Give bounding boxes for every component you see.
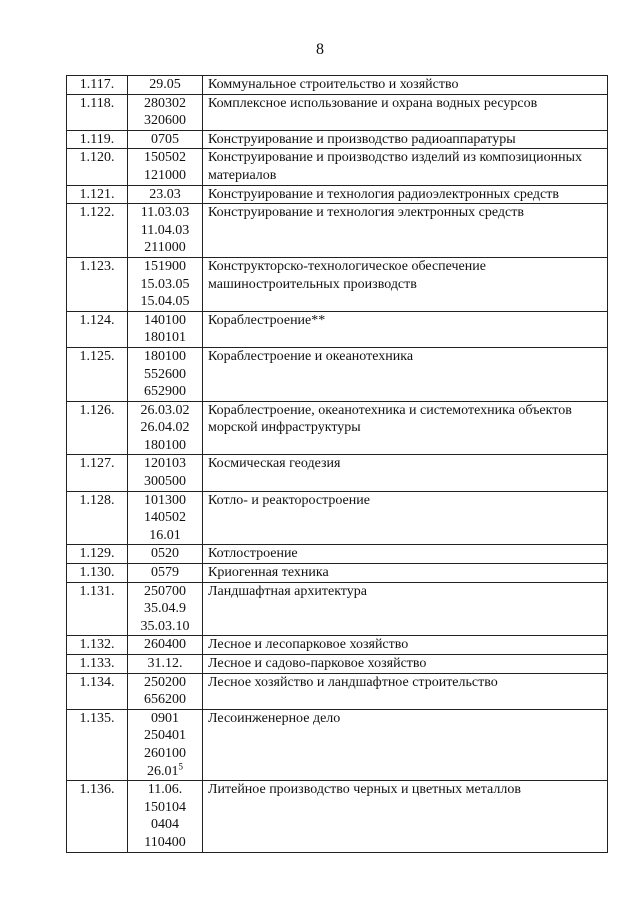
code-cell <box>128 94 203 130</box>
code-value: 26.04.02 <box>140 420 190 436</box>
code-value: 552600 <box>144 366 186 382</box>
row-number-cell: 1.126. <box>67 401 128 455</box>
code-cell <box>128 455 203 491</box>
code-value: 26.03.02 <box>140 402 190 418</box>
table-row <box>67 781 608 852</box>
row-number-cell: 1.125. <box>67 347 128 401</box>
table-row <box>67 582 608 636</box>
table-row <box>67 257 608 311</box>
specialty-name-cell: Ландшафтная архитектура <box>203 582 608 636</box>
specialty-name-cell: Конструирование и технология радиоэлектронных средств <box>203 185 608 204</box>
table-row <box>67 204 608 258</box>
specialty-name-cell: Кораблестроение и океанотехника <box>203 347 608 401</box>
code-value: 29.05 <box>149 77 181 92</box>
code-value: 0404 <box>151 817 179 833</box>
table-row <box>67 491 608 545</box>
code-value: 35.04.9 <box>144 601 186 617</box>
code-cell <box>128 401 203 455</box>
code-value: 320600 <box>144 113 186 129</box>
specialty-name-cell: Лесное и садово-парковое хозяйство <box>203 655 608 674</box>
code-value: 11.04.03 <box>140 222 190 238</box>
code-value: 250700 <box>144 583 186 599</box>
code-value: 15.03.05 <box>140 276 190 292</box>
code-value: 15.04.05 <box>140 294 190 310</box>
code-value: 180101 <box>144 330 186 346</box>
code-value: 26.01$^5$ <box>147 760 183 779</box>
code-value: 180100 <box>144 348 186 364</box>
specialty-name-cell: Криогенная техника <box>203 564 608 583</box>
code-cell <box>128 76 203 95</box>
row-number-cell: 1.131. <box>67 582 128 636</box>
code-cell <box>128 582 203 636</box>
table-row <box>67 149 608 185</box>
code-value: 211000 <box>144 240 186 256</box>
page-number: 8 <box>316 41 324 58</box>
specialty-name-cell: Литейное производство черных и цветных металлов <box>203 781 608 852</box>
table-body <box>67 76 608 853</box>
specialty-name-cell: Конструирование и производство изделий из композиционных материалов <box>203 149 608 185</box>
specialty-name-cell: Лесоинженерное дело <box>203 709 608 780</box>
code-value: 250401 <box>144 728 186 744</box>
specialty-name-cell: Кораблестроение, океанотехника и системотехника объектов морской инфраструктуры <box>203 401 608 455</box>
specialty-name-cell: Комплексное использование и охрана водных ресурсов <box>203 94 608 130</box>
row-number-cell: 1.129. <box>67 545 128 564</box>
code-value: 11.06. <box>147 782 183 798</box>
table-row <box>67 76 608 95</box>
code-value: 180100 <box>144 437 186 453</box>
code-cell <box>128 673 203 709</box>
specialty-name-cell: Коммунальное строительство и хозяйство <box>203 76 608 95</box>
code-value: 150502 <box>144 150 186 166</box>
code-cell <box>128 709 203 780</box>
code-value: 280302 <box>144 95 186 111</box>
code-cell <box>128 564 203 583</box>
code-cell <box>128 311 203 347</box>
table-row <box>67 564 608 583</box>
table-row <box>67 709 608 780</box>
row-number-cell: 1.134. <box>67 673 128 709</box>
code-value: 35.03.10 <box>140 618 190 634</box>
code-value: 260100 <box>144 745 186 761</box>
code-cell <box>128 545 203 564</box>
code-cell <box>128 636 203 655</box>
row-number-cell: 1.133. <box>67 655 128 674</box>
table-row <box>67 455 608 491</box>
table-row <box>67 94 608 130</box>
specialty-name-cell: Котло- и реакторостроение <box>203 491 608 545</box>
code-value: 140502 <box>144 510 186 526</box>
code-value: 23.03 <box>149 186 181 202</box>
specialty-name-cell: Лесное хозяйство и ландшафтное строительство <box>203 673 608 709</box>
code-cell <box>128 257 203 311</box>
row-number-cell: 1.128. <box>67 491 128 545</box>
footnote-marker: 5 <box>178 760 183 771</box>
row-number-cell: 1.121. <box>67 185 128 204</box>
specialties-table <box>66 75 608 853</box>
code-value: 11.03.03 <box>140 205 190 221</box>
table-row <box>67 311 608 347</box>
code-value: 31.12. <box>147 656 183 671</box>
specialty-name-cell: Космическая геодезия <box>203 455 608 491</box>
table-row <box>67 655 608 674</box>
code-value: 0520 <box>151 546 179 562</box>
code-value: 300500 <box>144 474 186 490</box>
code-cell <box>128 149 203 185</box>
code-value: 140100 <box>144 312 186 328</box>
code-value: 151900 <box>144 258 186 274</box>
row-number-cell: 1.132. <box>67 636 128 655</box>
code-cell <box>128 781 203 852</box>
table-row <box>67 185 608 204</box>
row-number-cell: 1.118. <box>67 94 128 130</box>
row-number-cell: 1.127. <box>67 455 128 491</box>
code-value: 101300 <box>144 492 186 508</box>
code-cell <box>128 655 203 674</box>
code-value: 260400 <box>144 637 186 653</box>
row-number-cell: 1.120. <box>67 149 128 185</box>
specialty-name-cell: Конструирование и производство радиоаппаратуры <box>203 130 608 149</box>
code-value: 652900 <box>144 384 186 400</box>
table-row <box>67 401 608 455</box>
code-value: 250200 <box>144 674 186 690</box>
code-value: 0579 <box>151 565 179 581</box>
code-value: 110400 <box>144 834 186 850</box>
specialty-name-cell: Конструкторско-технологическое обеспечение машиностроительных производств <box>203 257 608 311</box>
specialty-name-cell: Котлостроение <box>203 545 608 564</box>
code-cell <box>128 347 203 401</box>
code-value: 150104 <box>144 799 186 815</box>
row-number-cell: 1.123. <box>67 257 128 311</box>
specialty-name-cell: Кораблестроение** <box>203 311 608 347</box>
code-value: 0705 <box>151 131 179 147</box>
code-cell <box>128 204 203 258</box>
code-value: 121000 <box>144 167 186 183</box>
table-row <box>67 347 608 401</box>
code-cell <box>128 185 203 204</box>
row-number-cell: 1.136. <box>67 781 128 852</box>
code-cell <box>128 491 203 545</box>
code-value: 120103 <box>144 456 186 472</box>
table-row <box>67 130 608 149</box>
row-number-cell: 1.124. <box>67 311 128 347</box>
row-number-cell: 1.130. <box>67 564 128 583</box>
table-row <box>67 636 608 655</box>
code-cell <box>128 130 203 149</box>
row-number-cell: 1.119. <box>67 130 128 149</box>
code-value: 16.01 <box>149 527 181 543</box>
table-row <box>67 545 608 564</box>
table-row <box>67 673 608 709</box>
row-number-cell: 1.122. <box>67 204 128 258</box>
row-number-cell: 1.117. <box>67 76 128 95</box>
specialty-name-cell: Конструирование и технология электронных средств <box>203 204 608 258</box>
specialty-name-cell: Лесное и лесопарковое хозяйство <box>203 636 608 655</box>
row-number-cell: 1.135. <box>67 709 128 780</box>
code-value: 656200 <box>144 692 186 708</box>
code-value: 0901 <box>151 710 179 726</box>
